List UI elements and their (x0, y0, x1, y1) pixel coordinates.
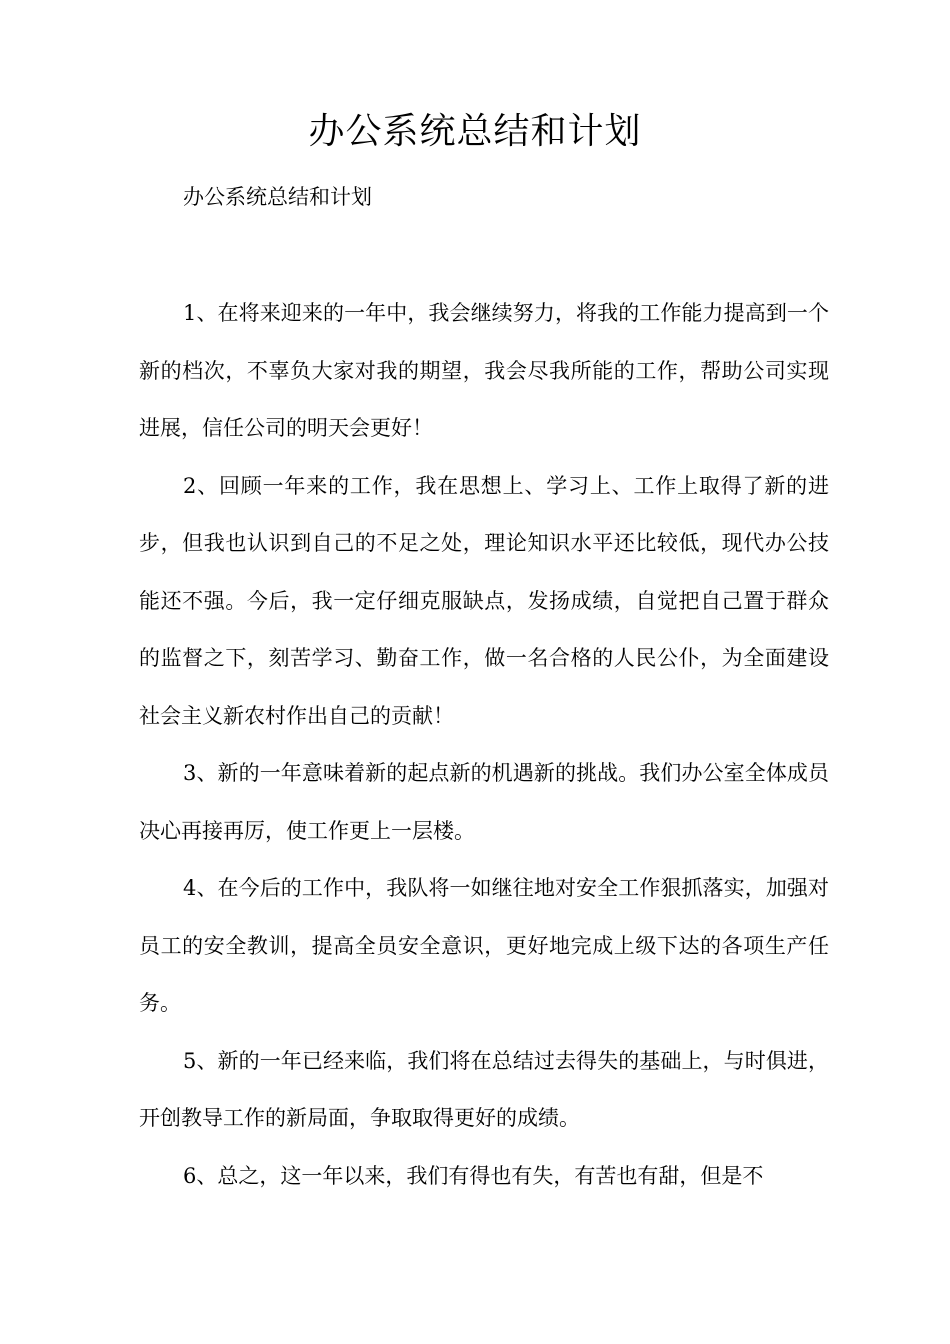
paragraph-5: 5、新的一年已经来临，我们将在总结过去得失的基础上，与时俱进，开创教导工作的新局面，争取取得更好的成绩。 (139, 1048, 829, 1130)
paragraph-6: 6、总之，这一年以来，我们有得也有失，有苦也有甜，但是不 (183, 1163, 764, 1188)
document-body (139, 285, 829, 1205)
paragraph-1: 1、在将来迎来的一年中，我会继续努力，将我的工作能力提高到一个新的档次，不辜负大家对我的期望，我会尽我所能的工作，帮助公司实现进展，信任公司的明天会更好！ (139, 301, 829, 440)
paragraph-2: 2、回顾一年来的工作，我在思想上、学习上、工作上取得了新的进步，但我也认识到自己的不足之处，理论知识水平还比较低，现代办公技能还不强。今后，我一定仔细克服缺点，发扬成绩，自觉把自己置于群众的监督之下，刻苦学习、勤奋工作，做一名合格的人民公仆，为全面建设社会主义新农村作出自己的贡献！ (139, 473, 829, 728)
document-title: 办公系统总结和计划 (308, 111, 642, 152)
document-subtitle: 办公系统总结和计划 (183, 185, 372, 209)
paragraph-4: 4、在今后的工作中，我队将一如继往地对安全工作狠抓落实，加强对员工的安全教训，提高全员安全意识，更好地完成上级下达的各项生产任务。 (139, 876, 829, 1015)
paragraph-3: 3、新的一年意味着新的起点新的机遇新的挑战。我们办公室全体成员决心再接再厉，使工作更上一层楼。 (139, 761, 829, 843)
